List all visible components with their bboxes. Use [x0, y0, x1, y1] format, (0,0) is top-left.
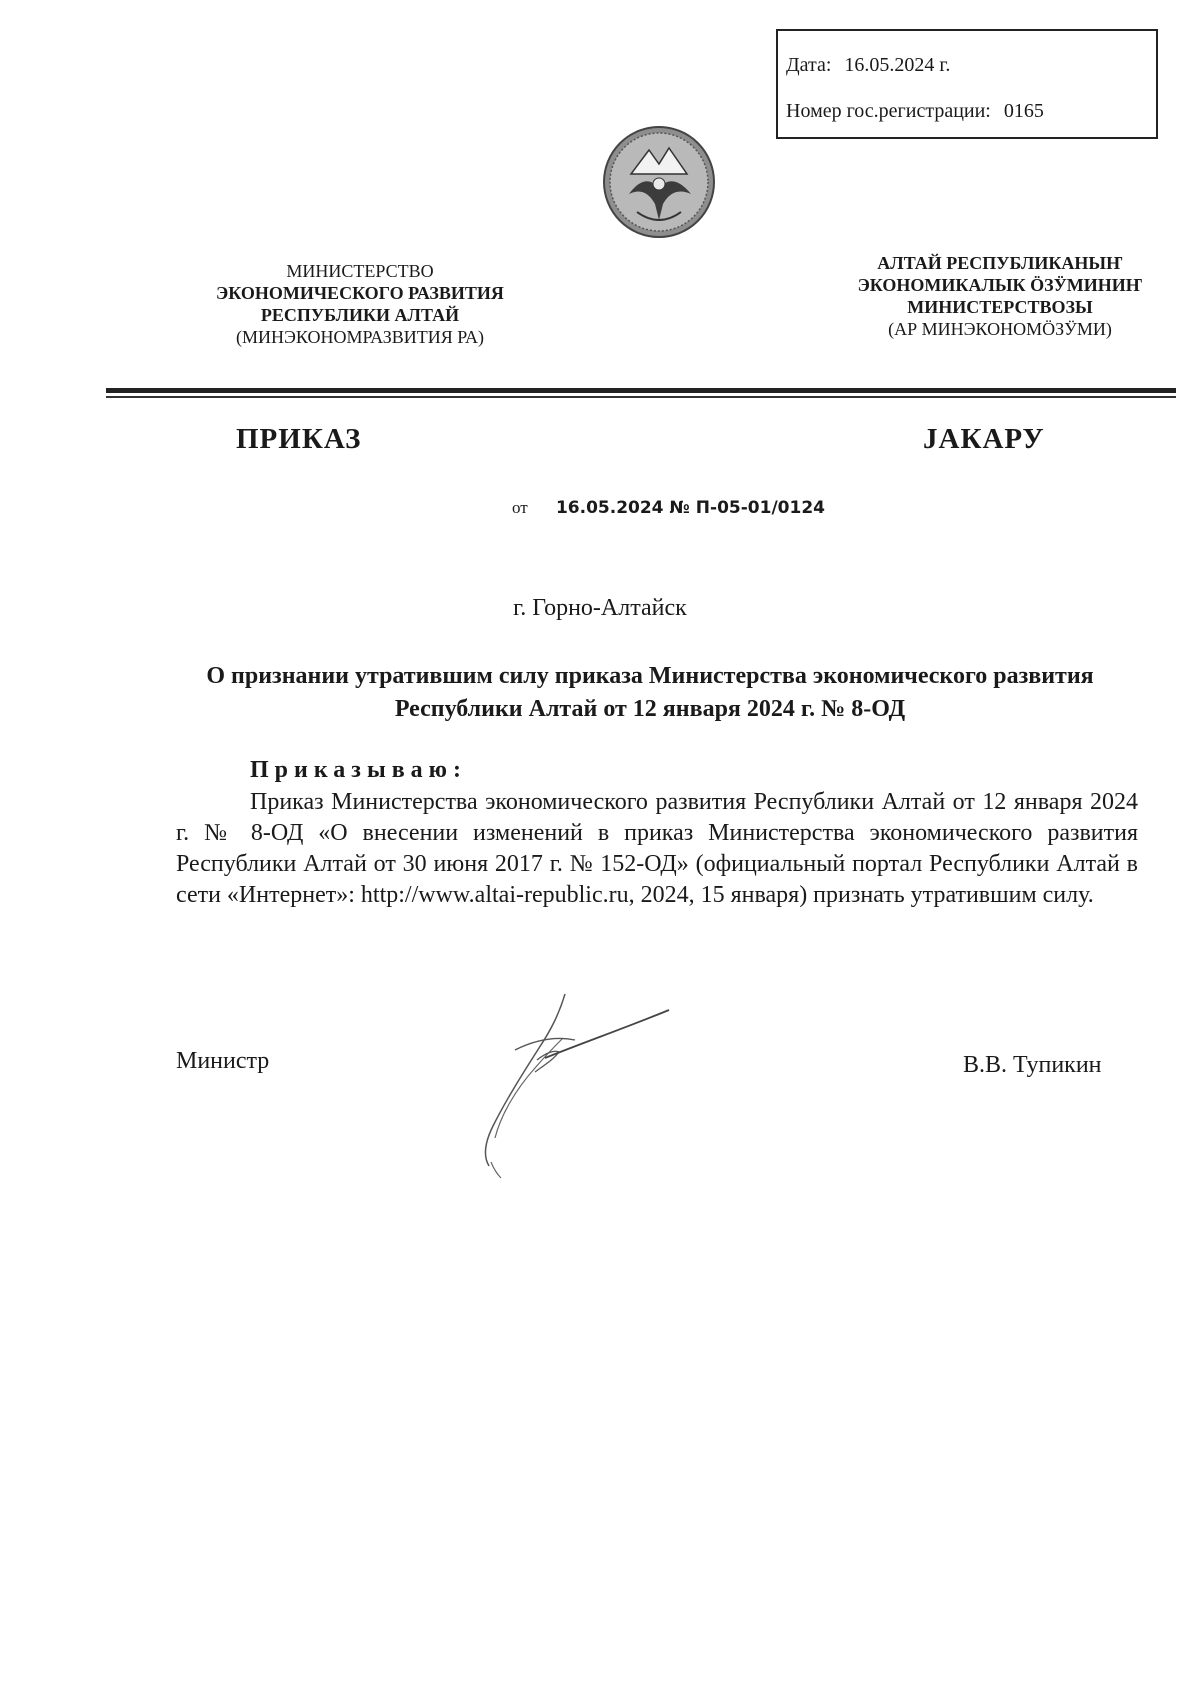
handwritten-signature	[455, 990, 685, 1180]
city-line: г. Горно-Алтайск	[513, 595, 687, 621]
registration-box	[776, 29, 1158, 139]
registration-date-label: Дата:	[786, 54, 832, 76]
header-divider-thick	[106, 388, 1176, 393]
header-divider-thin	[106, 396, 1176, 398]
ministry-name-alt-line1: АЛТАЙ РЕСПУБЛИКАНЫҤ	[877, 253, 1123, 273]
ministry-name-alt-line3: МИНИСТЕРСТВОЗЫ	[907, 297, 1093, 317]
registration-date-row	[786, 55, 950, 75]
order-body-paragraph: Приказ Министерства экономического развития Республики Алтай от 12 января 2024 г. № 8-ОД «О внесении изменений в приказ Министерства экономического развития Республики Алтай от 30 июня 2017 г. № 152-ОД» (официальный портал Республики Алтай в сети «Интернет»: http://www.altai-republic.ru, 2024, 15 января) признать утратившим силу.	[176, 789, 1138, 908]
registration-number-label: Номер гос.регистрации:	[786, 100, 991, 122]
registration-number-value: 0165	[1003, 100, 1044, 122]
signatory-name: В.В. Тупикин	[963, 1052, 1102, 1078]
order-date-number-line	[512, 498, 825, 518]
order-title-altai: ЈАКАРУ	[923, 423, 1045, 455]
order-subject: О признании утратившим силу приказа Министерства экономического развития Республики Алтай от 12 января 2024 г. № 8-ОД	[206, 663, 1094, 722]
ministry-name-alt-line2: ЭКОНОМИКАЛЫК ӦЗӰМИНИҤ	[857, 275, 1143, 295]
ministry-name-ru-line1: МИНИСТЕРСТВО	[286, 261, 434, 281]
signatory-title: Министр	[176, 1048, 270, 1074]
order-date-number: 16.05.2024 № П-05-01/0124	[555, 498, 825, 518]
order-from-label: от	[512, 498, 528, 517]
directive-word: Приказываю:	[250, 757, 467, 783]
ministry-name-ru-line2: ЭКОНОМИЧЕСКОГО РАЗВИТИЯ	[216, 283, 504, 303]
ministry-name-altai	[820, 252, 1180, 340]
registration-number-row	[786, 101, 1044, 121]
ministry-name-russian	[180, 260, 540, 348]
registration-date-value: 16.05.2024 г.	[844, 54, 951, 76]
ministry-name-alt-line4: (АР МИНЭКОНОМӦЗӰМИ)	[888, 319, 1112, 339]
altai-republic-coat-of-arms-icon	[601, 124, 717, 240]
ministry-name-ru-line4: (МИНЭКОНОМРАЗВИТИЯ РА)	[236, 327, 484, 347]
order-title-russian: ПРИКАЗ	[236, 423, 362, 455]
ministry-name-ru-line3: РЕСПУБЛИКИ АЛТАЙ	[260, 305, 460, 325]
